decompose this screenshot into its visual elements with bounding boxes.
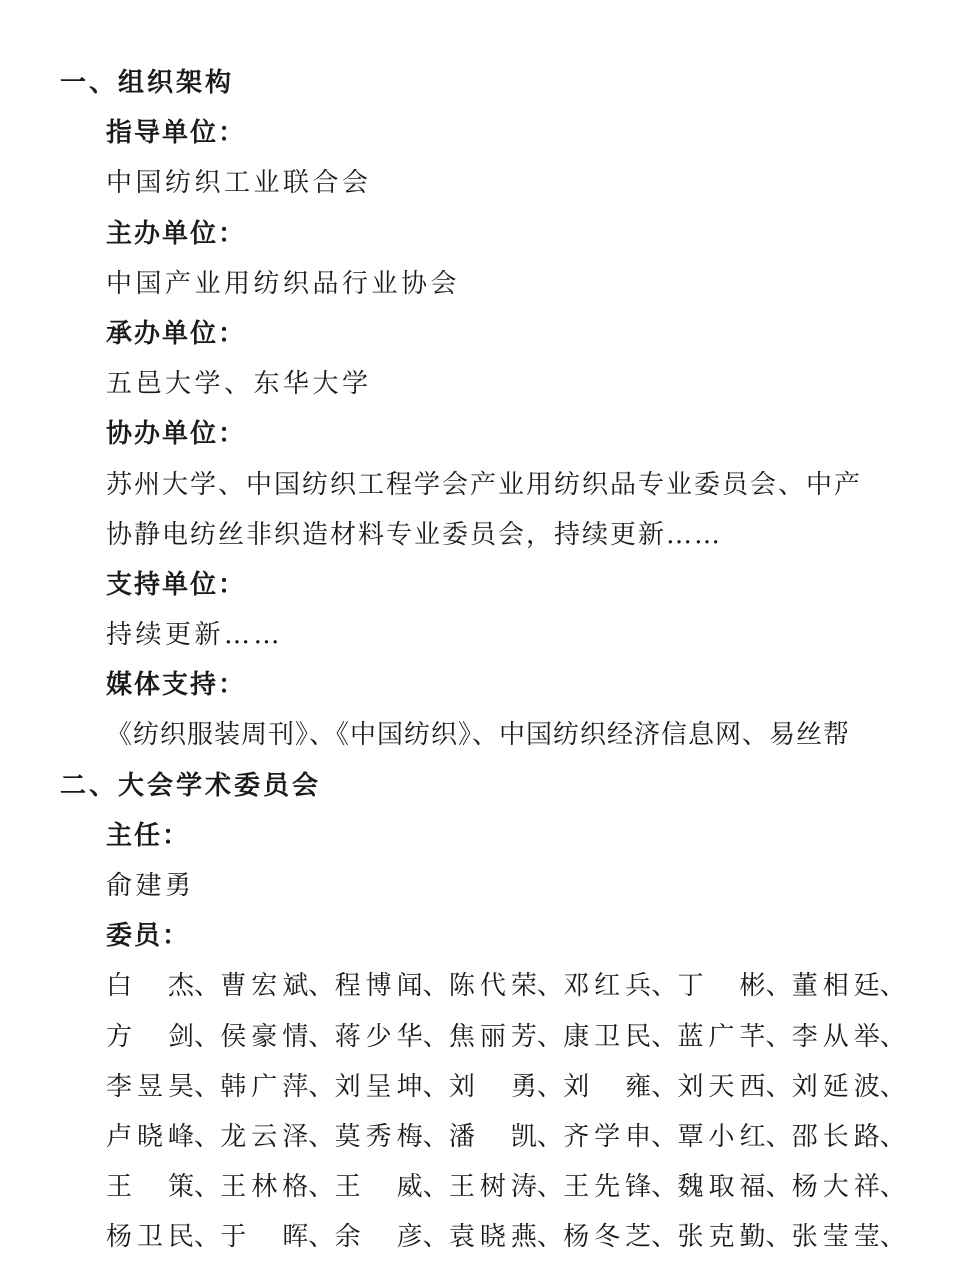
support-unit-value: 持续更新…… xyxy=(106,620,284,651)
member-name: 王先锋 、 xyxy=(563,1172,678,1203)
section-heading-organization: 一、组织架构 xyxy=(60,68,235,98)
member-name: 卢晓峰 、 xyxy=(106,1121,221,1152)
members-row xyxy=(106,1012,955,1062)
members-row xyxy=(106,961,955,1011)
member-name: 杨冬芝 、 xyxy=(563,1222,678,1253)
member-name: 王树涛 、 xyxy=(448,1172,563,1203)
member-name: 覃小红 、 xyxy=(677,1121,792,1152)
member-name: 杨卫民 、 xyxy=(106,1222,221,1253)
member-name: 白 杰 、 xyxy=(106,971,221,1002)
member-name: 程博闻 、 xyxy=(334,971,449,1002)
member-name: 齐学申 、 xyxy=(563,1121,678,1152)
member-name: 曹宏斌 、 xyxy=(220,971,335,1002)
director-label: 主任： xyxy=(106,820,191,851)
member-name: 龙云泽 、 xyxy=(220,1121,335,1152)
media-support-label: 媒体支持： xyxy=(106,670,247,701)
member-name: 李从举 、 xyxy=(791,1021,906,1052)
member-name: 王 策 、 xyxy=(106,1172,221,1203)
member-name: 侯豪情 、 xyxy=(220,1021,335,1052)
member-name: 韩广萍 、 xyxy=(220,1071,335,1102)
member-name: 焦丽芳 、 xyxy=(448,1021,563,1052)
member-name: 魏取福 、 xyxy=(677,1172,792,1203)
support-unit-label: 支持单位： xyxy=(106,569,247,600)
member-name: 李昱昊 、 xyxy=(106,1071,221,1102)
member-name: 蒋少华 、 xyxy=(334,1021,449,1052)
member-name: 于 晖 、 xyxy=(220,1222,335,1253)
media-support-value: 《纺织服装周刊》、《中国纺织》、中国纺织经济信息网、易丝帮 xyxy=(106,720,851,751)
member-name: 陈代荣 、 xyxy=(448,971,563,1002)
member-name: 莫秀梅 、 xyxy=(334,1121,449,1152)
member-name: 潘 凯 、 xyxy=(448,1121,563,1152)
guidance-unit-label: 指导单位： xyxy=(106,118,247,149)
member-name: 刘天西 、 xyxy=(677,1071,792,1102)
co-organizer-unit-value-line2: 协静电纺丝非织造材料专业委员会，持续更新…… xyxy=(106,519,723,550)
member-name: 杨大祥 、 xyxy=(791,1172,906,1203)
co-organizer-unit-value-line1: 苏州大学、中国纺织工程学会产业用纺织品专业委员会、中产 xyxy=(106,469,863,500)
director-value: 俞建勇 xyxy=(106,871,195,901)
host-unit-label: 主办单位： xyxy=(106,218,247,249)
member-name: 丁 彬 、 xyxy=(677,971,792,1002)
member-name: 王 威 、 xyxy=(334,1172,449,1203)
member-name: 刘 勇 、 xyxy=(448,1071,563,1102)
members-list xyxy=(0,961,955,1262)
members-row xyxy=(106,1162,955,1212)
guidance-unit-value: 中国纺织工业联合会 xyxy=(106,168,372,199)
organizer-unit-value: 五邑大学、东华大学 xyxy=(106,369,372,400)
co-organizer-unit-label: 协办单位： xyxy=(106,419,247,450)
members-label: 委员： xyxy=(106,921,191,952)
section-heading-academic-committee: 二、大会学术委员会 xyxy=(60,770,322,801)
member-name: 刘呈坤 、 xyxy=(334,1071,449,1102)
organizer-unit-label: 承办单位： xyxy=(106,318,247,349)
members-row xyxy=(106,1112,955,1162)
member-name: 张莹莹 、 xyxy=(791,1222,906,1253)
members-row xyxy=(106,1212,955,1262)
member-name: 刘延波 、 xyxy=(791,1071,906,1102)
member-name: 余 彦 、 xyxy=(334,1222,449,1253)
member-name: 张克勤 、 xyxy=(677,1222,792,1253)
member-name: 王林格 、 xyxy=(220,1172,335,1203)
member-name: 刘 雍 、 xyxy=(563,1071,678,1102)
member-name: 董相廷 、 xyxy=(791,971,906,1002)
member-name: 蓝广芊 、 xyxy=(677,1021,792,1052)
host-unit-value: 中国产业用纺织品行业协会 xyxy=(106,268,461,299)
members-row xyxy=(106,1062,955,1112)
member-name: 康卫民 、 xyxy=(563,1021,678,1052)
member-name: 邵长路 、 xyxy=(791,1121,906,1152)
member-name: 邓红兵 、 xyxy=(563,971,678,1002)
member-name: 袁晓燕 、 xyxy=(448,1222,563,1253)
member-name: 方 剑 、 xyxy=(106,1021,221,1052)
